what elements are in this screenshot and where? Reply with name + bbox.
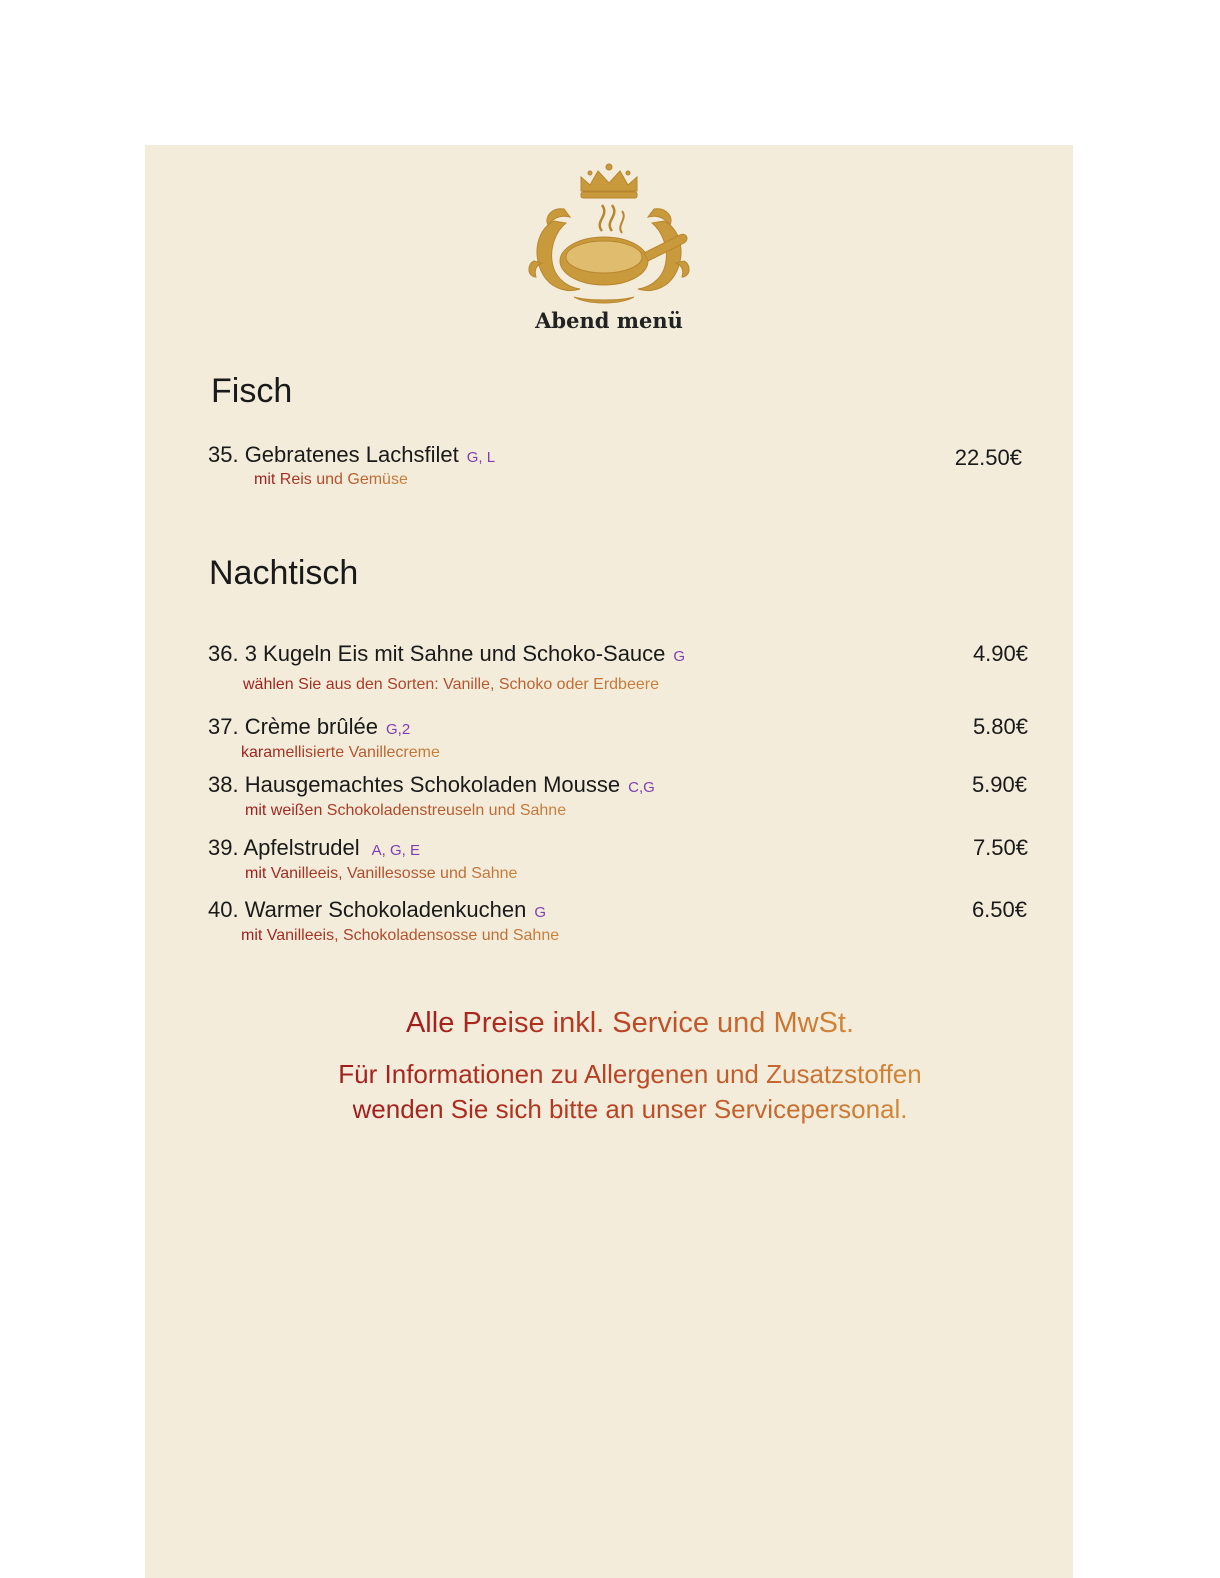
prices-note-wrap — [187, 1007, 1073, 1040]
item-allergens: G,2 — [385, 721, 411, 738]
item-description: mit Vanilleeis, Schokoladensosse und Sahne — [241, 927, 560, 944]
allergen-info-line-2: wenden Sie sich bitte an unser Servicepersonal. — [352, 1094, 908, 1124]
item-description: mit Reis und Gemüse — [254, 471, 408, 488]
item-allergens: C,G — [628, 779, 655, 796]
item-price: 7.50€ — [972, 835, 1028, 860]
menu-item — [208, 641, 1028, 694]
item-allergens: A, G, E — [371, 842, 421, 859]
item-price: 5.90€ — [971, 772, 1027, 797]
menu-item — [208, 897, 1028, 945]
menu-page — [145, 145, 1073, 1578]
item-price: 5.80€ — [972, 714, 1028, 739]
item-allergens: G, L — [466, 449, 496, 466]
item-description: mit weißen Schokoladenstreuseln und Sahne — [245, 802, 567, 819]
item-description: mit Vanilleeis, Vanillesosse und Sahne — [245, 865, 518, 882]
menu-item — [208, 442, 1028, 489]
allergen-info-wrap — [187, 1059, 1073, 1125]
item-name: 36. 3 Kugeln Eis mit Sahne und Schoko-Sauce — [208, 641, 666, 666]
item-allergens: G — [534, 904, 547, 921]
item-name: 40. Warmer Schokoladenkuchen — [208, 897, 527, 922]
allergen-info-line-1: Für Informationen zu Allergenen und Zusatzstoffen — [338, 1059, 922, 1089]
item-name: 37. Crème brûlée — [208, 714, 378, 739]
item-description: wählen Sie aus den Sorten: Vanille, Schoko oder Erdbeere — [243, 676, 659, 693]
section-title-nachtisch: Nachtisch — [209, 554, 359, 592]
item-name: 38. Hausgemachtes Schokoladen Mousse — [208, 772, 621, 797]
menu-item — [208, 772, 1028, 820]
item-price: 4.90€ — [972, 641, 1028, 666]
menu-item — [208, 714, 1028, 762]
item-name: 39. Apfelstrudel — [208, 835, 360, 860]
item-price: 22.50€ — [954, 445, 1022, 470]
prices-note: Alle Preise inkl. Service und MwSt. — [405, 1007, 855, 1039]
menu-item — [208, 835, 1028, 883]
item-allergens: G — [673, 648, 686, 665]
pan-crown-logo-icon — [524, 161, 694, 307]
item-price: 6.50€ — [971, 897, 1027, 922]
item-name: 35. Gebratenes Lachsfilet — [208, 442, 459, 467]
section-title-fisch: Fisch — [211, 372, 293, 410]
item-description: karamellisierte Vanillecreme — [241, 744, 440, 761]
menu-title: Abend menü — [535, 308, 683, 333]
